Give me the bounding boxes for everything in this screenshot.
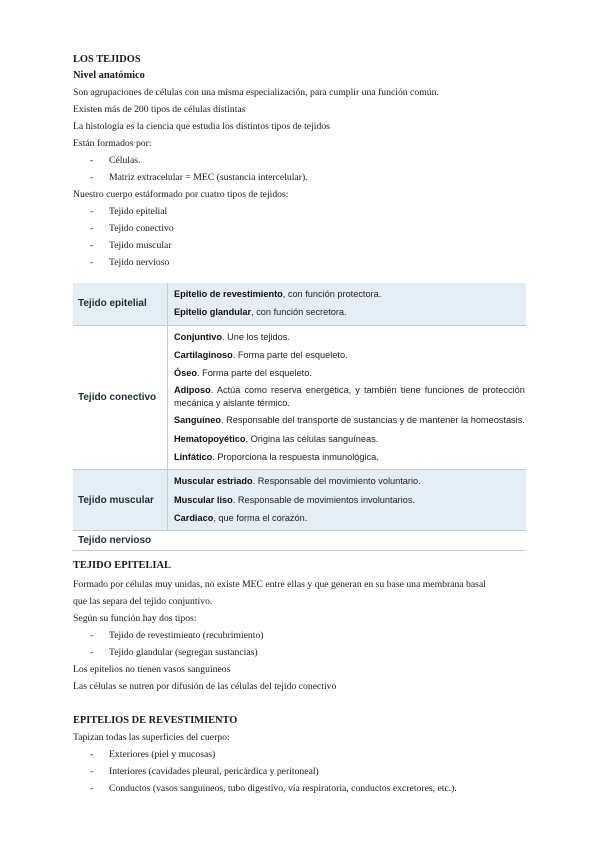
list-item-text: Tejido nervioso bbox=[109, 257, 170, 268]
list-item bbox=[73, 780, 533, 797]
bullet-dash: - bbox=[90, 749, 94, 760]
list-item bbox=[73, 203, 533, 220]
bullet-dash: - bbox=[90, 155, 94, 166]
term: Óseo bbox=[174, 368, 197, 379]
paragraph: Están formados por: bbox=[73, 138, 152, 149]
list-item bbox=[73, 627, 533, 644]
table-row-cells bbox=[168, 531, 526, 550]
section-title: EPITELIOS DE REVESTIMIENTO bbox=[73, 715, 238, 726]
list-item-text: Tejido conectivo bbox=[109, 223, 174, 234]
bullet-dash: - bbox=[90, 766, 94, 777]
table-row-cells bbox=[168, 326, 529, 470]
list-item bbox=[73, 644, 533, 661]
paragraph: Nuestro cuerpo estáformado por cuatro tipos de tejidos: bbox=[73, 189, 289, 200]
definition: . Une los tejidos. bbox=[221, 331, 290, 342]
section-title: TEJIDO EPITELIAL bbox=[73, 560, 171, 571]
list-item-text: Conductos (vasos sanguíneos, tubo digestivo, vía respiratoria, conductos excretores, etc.). bbox=[109, 783, 457, 794]
list-item-text: Matriz extracelular = MEC (sustancia intercelular). bbox=[109, 172, 308, 183]
table-row-label: Tejido epitelial bbox=[73, 283, 168, 325]
definition: . Proporciona la respuesta inmunológica. bbox=[212, 452, 379, 463]
table-row bbox=[73, 283, 526, 326]
list-item-text: Tejido muscular bbox=[109, 240, 172, 251]
term: Sanguíneo bbox=[174, 415, 221, 426]
table-row bbox=[73, 326, 526, 471]
term: Cartilaginoso bbox=[174, 349, 233, 360]
term: Conjuntivo bbox=[174, 331, 222, 342]
term: Hematopoyético bbox=[174, 433, 246, 444]
list-item-text: Tejido de revestimiento (recubrimiento) bbox=[109, 630, 264, 641]
definition: , con función protectora. bbox=[282, 289, 382, 299]
table-row-label: Tejido muscular bbox=[73, 470, 168, 530]
section-subtitle: Nivel anatómico bbox=[73, 70, 145, 81]
paragraph: La histología es la ciencia que estudia los distintos tipos de tejidos bbox=[73, 121, 330, 132]
list-item-text: Tejido glandular (segregan sustancias) bbox=[109, 647, 258, 658]
list-item-text: Exteriores (piel y mucosas) bbox=[109, 749, 216, 760]
table-cell-line bbox=[174, 303, 522, 321]
definition: . Origina las células sanguíneas. bbox=[245, 433, 379, 444]
section-title: LOS TEJIDOS bbox=[73, 54, 141, 65]
list-item-text: Interiores (cavidades pleural, pericárdica y peritoneal) bbox=[109, 766, 319, 777]
definition: , que forma el corazón. bbox=[213, 512, 308, 523]
paragraph: que las separa del tejido conjuntivo. bbox=[73, 596, 213, 607]
paragraph: Tapizan todas las superficies del cuerpo: bbox=[73, 732, 230, 743]
bullet-dash: - bbox=[90, 647, 94, 658]
paragraph: Formado por células muy unidas, no existe MEC entre ellas y que generan en su base una membrana basal bbox=[73, 579, 486, 590]
paragraph: Las células se nutren por difusión de las células del tejido conectivo bbox=[73, 681, 337, 692]
table-cell-line bbox=[174, 411, 525, 429]
list-item bbox=[73, 220, 533, 237]
table-row-cells bbox=[168, 470, 526, 530]
list-item bbox=[73, 746, 533, 763]
paragraph: Los epitelios no tienen vasos sanguíneos bbox=[73, 664, 231, 675]
bullet-dash: - bbox=[90, 172, 94, 183]
bullet-dash: - bbox=[90, 240, 94, 251]
term: Muscular liso bbox=[174, 494, 233, 505]
term: Adiposo bbox=[174, 385, 211, 396]
paragraph: Son agrupaciones de células con una misma especialización, para cumplir una función común. bbox=[73, 87, 439, 98]
bullet-dash: - bbox=[90, 223, 94, 234]
paragraph: Según su función hay dos tipos: bbox=[73, 613, 197, 624]
table-row bbox=[73, 531, 526, 551]
table-cell-line bbox=[174, 285, 522, 303]
list-item bbox=[73, 237, 533, 254]
table-cell-line bbox=[174, 364, 525, 382]
table-row bbox=[73, 470, 526, 531]
bullet-dash: - bbox=[90, 206, 94, 217]
definition: . Forma parte del esqueleto. bbox=[196, 368, 312, 379]
section-los-tejidos bbox=[73, 52, 533, 271]
table-row-label: Tejido conectivo bbox=[73, 326, 168, 470]
term: Muscular estriado bbox=[174, 476, 253, 487]
table-cell-line bbox=[174, 346, 525, 364]
definition: . Responsable de movimientos involuntarios. bbox=[232, 494, 416, 505]
table-row-cells bbox=[168, 283, 526, 325]
list-item bbox=[73, 152, 533, 169]
bullet-dash: - bbox=[90, 783, 94, 794]
list-item bbox=[73, 763, 533, 780]
bullet-dash: - bbox=[90, 630, 94, 641]
table-cell-line bbox=[174, 472, 522, 490]
definition: . Actúa como reserva energética, y también tiene funciones de protección mecánica y aislante térmico. bbox=[174, 385, 525, 408]
list-item-text: Células. bbox=[109, 155, 141, 166]
table-cell-line bbox=[174, 382, 525, 411]
table-cell-line bbox=[174, 448, 525, 466]
paragraph: Existen más de 200 tipos de células distintas bbox=[73, 104, 246, 115]
definition: , con función secretora. bbox=[251, 307, 347, 318]
list-item-text: Tejido epitelial bbox=[109, 206, 168, 217]
term: Linfático bbox=[174, 452, 213, 463]
bullet-dash: - bbox=[90, 257, 94, 268]
list-item bbox=[73, 169, 533, 186]
table-cell-line bbox=[174, 430, 525, 448]
section-epitelial bbox=[73, 558, 533, 797]
term: Epitelio de revestimiento bbox=[174, 289, 283, 299]
table-cell-line bbox=[174, 509, 522, 527]
term: Epitelio glandular bbox=[174, 307, 252, 318]
table-cell-line bbox=[174, 328, 525, 346]
table-cell-line bbox=[174, 491, 522, 509]
tissue-table bbox=[73, 283, 526, 551]
definition: . Responsable del movimiento voluntario. bbox=[252, 476, 421, 487]
table-row-label: Tejido nervioso bbox=[78, 535, 152, 547]
term: Cardiaco bbox=[174, 512, 214, 523]
definition: . Responsable del transporte de sustancias y de mantener la homeostasis. bbox=[220, 415, 525, 426]
list-item bbox=[73, 254, 533, 271]
definition: . Forma parte del esqueleto. bbox=[232, 349, 348, 360]
